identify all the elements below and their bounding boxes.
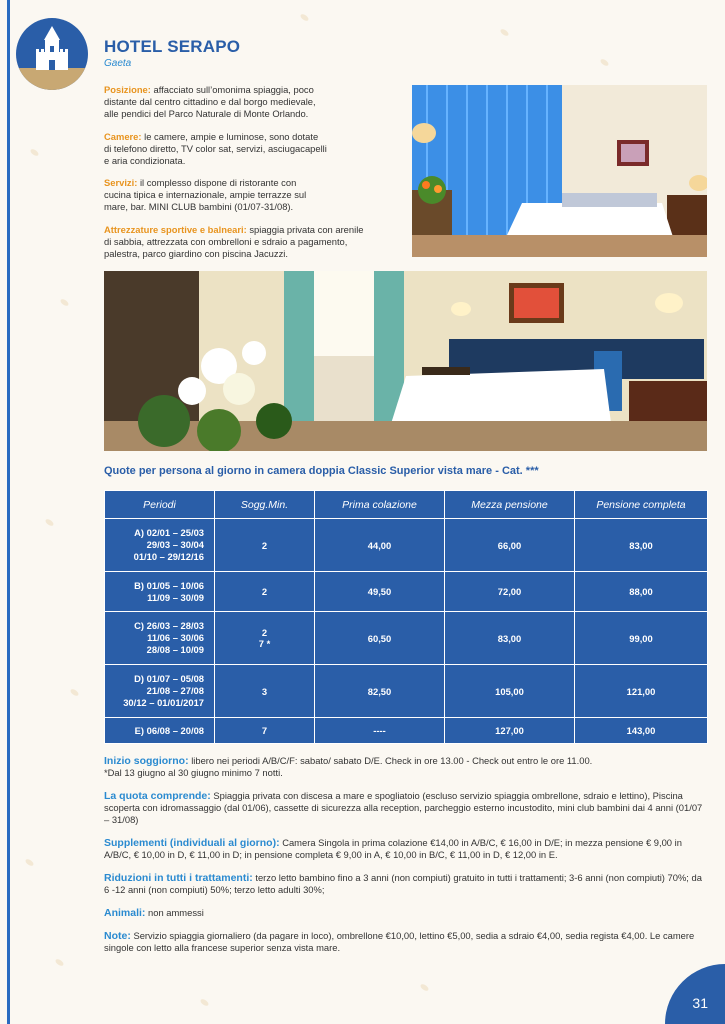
pensione-completa-cell: 88,00 — [575, 572, 708, 612]
terms-notes — [104, 755, 707, 965]
note-animali: Animali: non ammessi — [104, 907, 204, 919]
price-table — [104, 490, 708, 744]
prima-colazione-cell: ---- — [315, 718, 445, 744]
hotel-room-photo-1 — [412, 85, 707, 257]
note-quota-comprende: La quota comprende: Spiaggia privata con discesa a mare e spogliatoio (escluso servizio spiaggia ombrellone, sdraio e lettino), Piscina scoperta con idromassaggio (dal 01/06), cassette di sicurezza alla reception, parcheggio esterno incustodito, mini club bambini dai 4 anni (01/07 – 31/08) — [104, 790, 703, 825]
note-generale: Note: Servizio spiaggia giornaliero (da pagare in loco), ombrellone €10,00, lettino €5,00, sedia a sdraio €4,00, sedia regista €4,00. Le camere singole con letto alla francese superior senza vista mare. — [104, 930, 695, 953]
min-stay-cell: 3 — [215, 665, 315, 718]
table-row — [105, 612, 708, 665]
column-header-mezza-pensione: Mezza pensione — [445, 491, 575, 519]
description-rooms: Camere: le camere, ampie e luminose, sono dotate di telefono diretto, TV color sat, servizi, asciugacapelli e aria condizionata. — [104, 130, 327, 166]
prima-colazione-cell: 60,50 — [315, 612, 445, 665]
table-row — [105, 718, 708, 744]
note-supplementi: Supplementi (individuali al giorno): Camera Singola in prima colazione €14,00 in A/B/C, € 16,00 in D/E; in mezza pensione € 9,00 in A/B/C, € 10,00 in D, € 11,00 in D; in pensione completa € 9,00 in A, € 10,00 in B/C, € 11,00 in D, € 12,00 in E. — [104, 837, 682, 860]
hotel-description — [104, 84, 404, 270]
page-number: 31 — [692, 995, 708, 1011]
table-header-row — [105, 491, 708, 519]
note-riduzioni: Riduzioni in tutti i trattamenti: terzo letto bambino fino a 3 anni (non compiuti) gratuito in tutti i trattamenti; 3-6 anni (non compiuti) 70%; da 6 -12 anni (non compiuti) 50%; terzo letto adulti 30%; — [104, 872, 702, 895]
period-cell: B) 01/05 – 10/06 11/09 – 30/09 — [105, 572, 215, 612]
pensione-completa-cell: 99,00 — [575, 612, 708, 665]
mezza-pensione-cell: 127,00 — [445, 718, 575, 744]
pensione-completa-cell: 121,00 — [575, 665, 708, 718]
column-header-prima-colazione: Prima colazione — [315, 491, 445, 519]
mezza-pensione-cell: 66,00 — [445, 519, 575, 572]
description-services: Servizi: il complesso dispone di ristorante con cucina tipica e internazionale, ampie terrazze sul mare, bar. MINI CLUB bambini (01/07-31/08). — [104, 177, 307, 212]
min-stay-cell: 7 — [215, 718, 315, 744]
period-cell: A) 02/01 – 25/03 29/03 – 30/04 01/10 – 29/12/16 — [105, 519, 215, 572]
prima-colazione-cell: 49,50 — [315, 572, 445, 612]
page-corner-tab — [665, 964, 725, 1024]
min-stay-cell: 2 7 * — [215, 612, 315, 665]
prima-colazione-cell: 44,00 — [315, 519, 445, 572]
min-stay-cell: 2 — [215, 572, 315, 612]
pensione-completa-cell: 83,00 — [575, 519, 708, 572]
hotel-location: Gaeta — [104, 58, 132, 69]
period-cell: E) 06/08 – 20/08 — [105, 718, 215, 744]
column-header-periodi: Periodi — [105, 491, 215, 519]
column-header-sogg-min: Sogg.Min. — [215, 491, 315, 519]
hotel-title: HOTEL SERAPO — [104, 37, 241, 56]
description-facilities: Attrezzature sportive e balneari: spiaggia privata con arenile di sabbia, attrezzata con ombrelloni e sdraio a pagamento, palestra, parco giardino con piscina Jacuzzi. — [104, 223, 364, 259]
hotel-room-photo-2 — [104, 271, 707, 451]
mezza-pensione-cell: 105,00 — [445, 665, 575, 718]
mezza-pensione-cell: 83,00 — [445, 612, 575, 665]
castle-logo-icon — [16, 18, 88, 90]
min-stay-cell: 2 — [215, 519, 315, 572]
column-header-pensione-completa: Pensione completa — [575, 491, 708, 519]
period-cell: D) 01/07 – 05/08 21/08 – 27/08 30/12 – 01/01/2017 — [105, 665, 215, 718]
table-row — [105, 519, 708, 572]
period-cell: C) 26/03 – 28/03 11/06 – 30/06 28/08 – 10/09 — [105, 612, 215, 665]
note-inizio-soggiorno: Inizio soggiorno: libero nei periodi A/B/C/F: sabato/ sabato D/E. Check in ore 13.00 - Check out entro le ore 11.00. *Dal 13 giugno al 30 giugno minimo 7 notti. — [104, 755, 593, 778]
table-row — [105, 572, 708, 612]
pensione-completa-cell: 143,00 — [575, 718, 708, 744]
left-margin-rule — [7, 0, 10, 1024]
table-row — [105, 665, 708, 718]
price-table-title: Quote per persona al giorno in camera doppia Classic Superior vista mare - Cat. *** — [104, 465, 539, 477]
mezza-pensione-cell: 72,00 — [445, 572, 575, 612]
prima-colazione-cell: 82,50 — [315, 665, 445, 718]
description-position: Posizione: affacciato sull’omonima spiaggia, poco distante dal centro cittadino e dal borgo medievale, alle pendici del Parco Naturale di Monte Orlando. — [104, 84, 316, 119]
